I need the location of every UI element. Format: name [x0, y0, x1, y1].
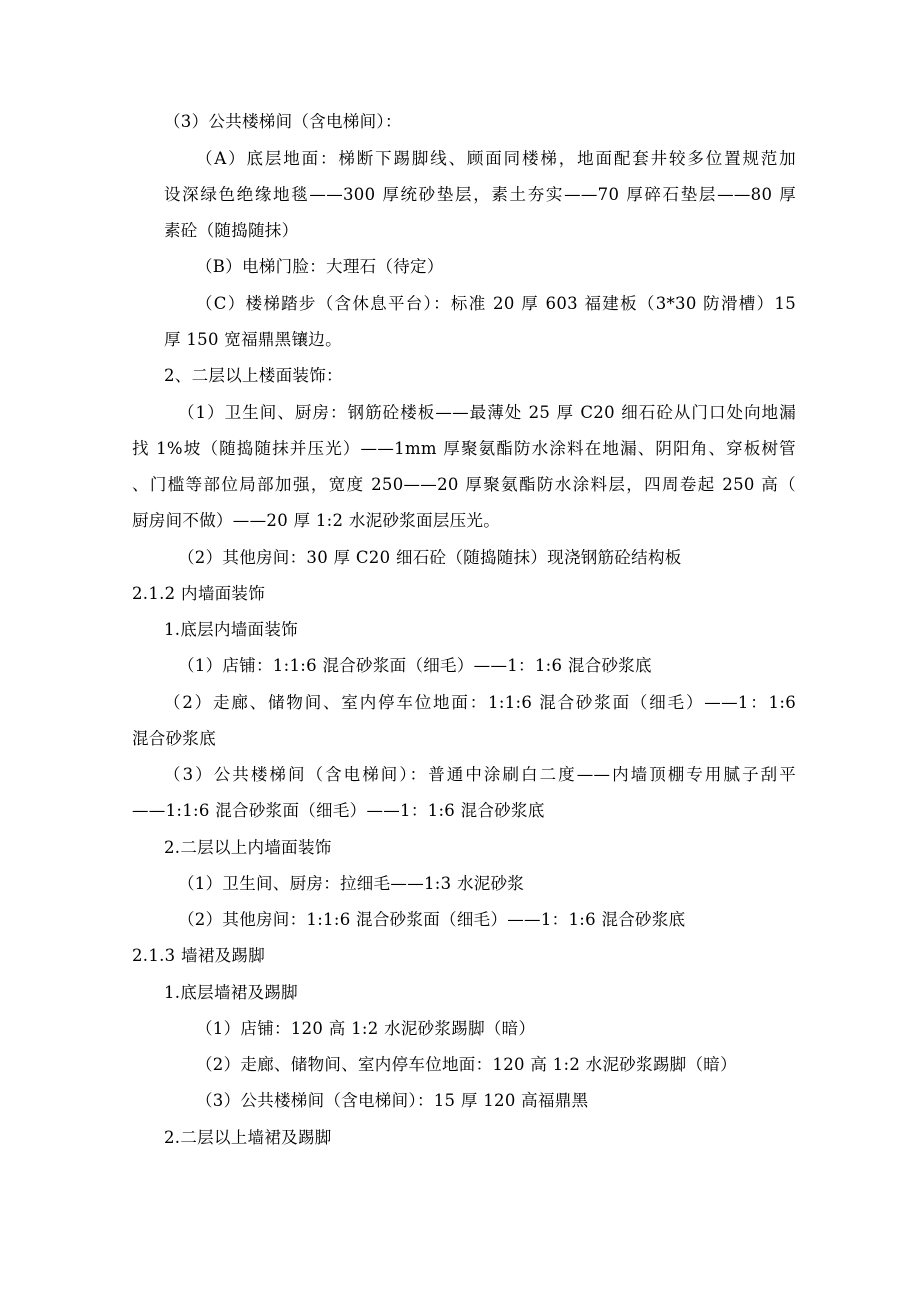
text-line: （3）公共楼梯间（含电梯间）：	[164, 112, 402, 131]
text-line: 混合砂浆底	[132, 729, 216, 748]
text-line: （A）底层地面：梯断下踢脚线、顾面同楼梯，地面配套井较多位置规范加	[196, 149, 796, 168]
section-heading: 2.1.3 墙裙及踢脚	[132, 946, 266, 965]
subsection-heading: 2.二层以上内墙面装饰	[164, 838, 332, 857]
text-line: 2、二层以上楼面装饰：	[164, 366, 343, 385]
text-line: 素砼（随捣随抹）	[164, 221, 299, 240]
text-line: ——1:1:6 混合砂浆面（细毛）——1：1:6 混合砂浆底	[132, 801, 545, 820]
text-line: （2）其他房间：1:1:6 混合砂浆面（细毛）——1：1:6 混合砂浆底	[178, 910, 686, 929]
text-line: （C）楼梯踏步（含休息平台）：标准 20 厚 603 福建板（3*30 防滑槽）15	[196, 294, 796, 313]
subsection-heading: 2.二层以上墙裙及踢脚	[164, 1128, 332, 1147]
text-line: （B）电梯门脸：大理石（待定）	[196, 257, 444, 276]
text-line: 找 1%坡（随捣随抹并压光）——1mm 厚聚氨酯防水涂料在地漏、阴阳角、穿板树管	[132, 439, 796, 458]
text-line: （3）公共楼梯间（含电梯间）：普通中涂刷白二度——内墙顶棚专用腻子刮平	[164, 765, 796, 784]
text-line: （2）走廊、储物间、室内停车位地面：1:1:6 混合砂浆面（细毛）——1：1:6	[164, 693, 796, 712]
text-line: （1）店铺：120 高 1:2 水泥砂浆踢脚（暗）	[196, 1019, 536, 1038]
text-line: （1）卫生间、厨房：钢筋砼楼板——最薄处 25 厚 C20 细石砼从门口处向地漏	[178, 403, 796, 422]
text-line: 厚 150 宽福鼎黑镶边。	[164, 330, 342, 349]
text-line: 厨房间不做）——20 厚 1:2 水泥砂浆面层压光。	[132, 511, 501, 530]
text-line: （2）走廊、储物间、室内停车位地面：120 高 1:2 水泥砂浆踢脚（暗）	[196, 1055, 737, 1074]
text-line: 、门槛等部位局部加强，宽度 250——20 厚聚氨酯防水涂料层，四周卷起 250 高（	[132, 475, 796, 494]
subsection-heading: 1.底层内墙面装饰	[164, 620, 298, 639]
text-line: （1）卫生间、厨房：拉细毛——1:3 水泥砂浆	[178, 874, 525, 893]
text-line: （2）其他房间：30 厚 C20 细石砼（随捣随抹）现浇钢筋砼结构板	[178, 548, 682, 567]
text-line: （3）公共楼梯间（含电梯间）：15 厚 120 高福鼎黑	[196, 1091, 589, 1110]
text-line: 设深绿色绝缘地毯——300 厚统砂垫层，素土夯实——70 厚碎石垫层——80 厚	[164, 185, 797, 204]
text-line: （1）店铺：1:1:6 混合砂浆面（细毛）——1：1:6 混合砂浆底	[178, 656, 652, 675]
subsection-heading: 1.底层墙裙及踢脚	[164, 983, 298, 1002]
section-heading: 2.1.2 内墙面装饰	[132, 584, 266, 603]
